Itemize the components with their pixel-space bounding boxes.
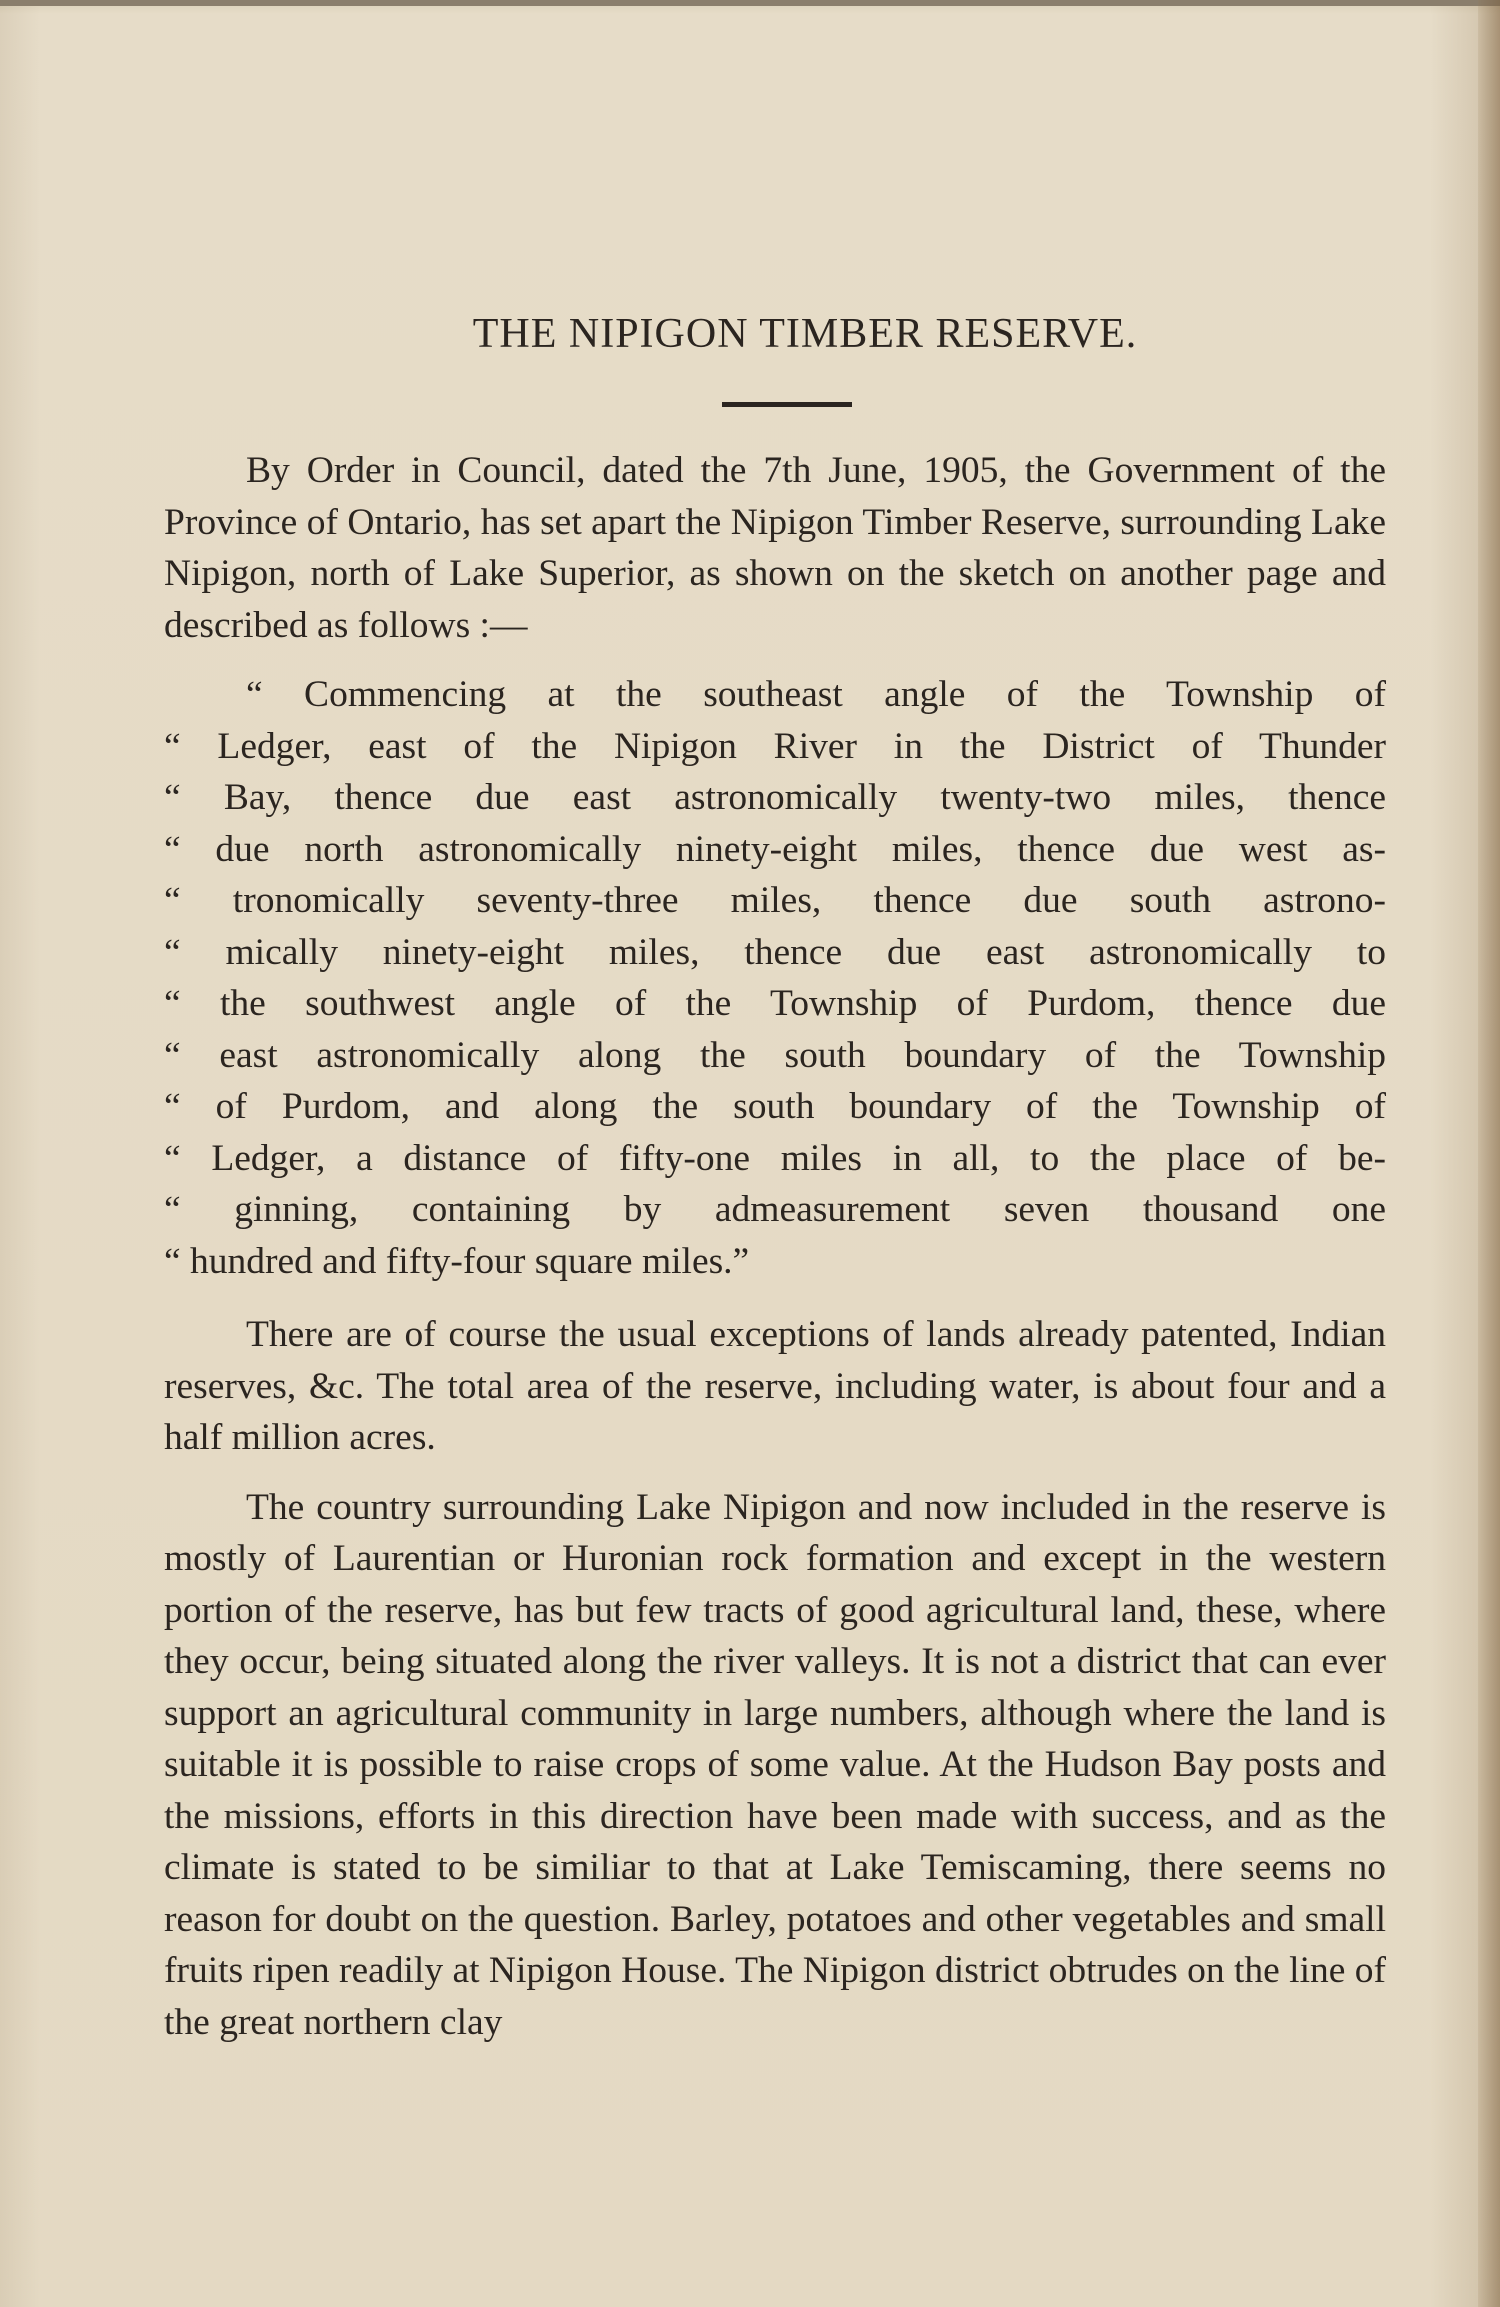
title-divider: [722, 402, 852, 407]
boundary-description-quote: [164, 669, 1386, 1287]
quote-line: “ Ledger, east of the Nipigon River in the District of Thunder: [164, 725, 1386, 767]
quote-line: “ of Purdom, and along the south boundary of the Township of: [164, 1086, 1386, 1127]
quote-line: “ the southwest angle of the Township of Purdom, thence due: [164, 983, 1386, 1024]
quote-line: “ Bay, thence due east astronomically twenty-two miles, thence: [164, 777, 1386, 818]
quote-line: “ ginning, containing by admeasurement seven thousand one: [164, 1189, 1386, 1230]
document-body: [164, 310, 1386, 2066]
intro-paragraph: By Order in Council, dated the 7th June, 1905, the Government of the Province of Ontario, has set apart the Nipigon Timber Reserve, surrounding Lake Nipigon, north of Lake Superior, as shown on the sketch on another page and described as follows :—: [164, 450, 1386, 646]
quote-line: “ Ledger, a distance of fifty-one miles in all, to the place of be-: [164, 1137, 1386, 1179]
quote-line: “ tronomically seventy-three miles, thence due south astrono-: [164, 880, 1386, 921]
quote-line: “ Commencing at the southeast angle of the Township of: [246, 674, 1386, 715]
quote-line: “ east astronomically along the south boundary of the Township: [164, 1034, 1386, 1076]
exceptions-paragraph: There are of course the usual exceptions of lands already patented, Indian reserves, &c. The total area of the reserve, including water, is about four and a half million acres.: [164, 1314, 1386, 1458]
page-binding-edge: [1478, 0, 1500, 2307]
page-title: THE NIPIGON TIMBER RESERVE.: [472, 311, 1138, 357]
page-top-border: [0, 0, 1500, 6]
quote-line: “ due north astronomically ninety-eight miles, thence due west as-: [164, 828, 1386, 870]
country-description-paragraph: The country surrounding Lake Nipigon and now included in the reserve is mostly of Laurentian or Huronian rock formation and except in the western portion of the reserve, has but few tracts of good agricultural land, these, where they occur, being situated along the river valleys. It is not a district that can ever support an agricultural community in large numbers, although where the land is suitable it is possible to raise crops of some value. At the Hudson Bay posts and the missions, efforts in this direction have been made with success, and as the climate is stated to be similiar to that at Lake Temiscaming, there seems no reason for doubt on the question. Barley, potatoes and other vegetables and small fruits ripen readily at Nipigon House. The Nipigon district obtrudes on the line of the great northern clay: [164, 1486, 1386, 2043]
quote-line: “ mically ninety-eight miles, thence due east astronomically to: [164, 931, 1386, 973]
quote-line: “ hundred and fifty-four square miles.”: [164, 1240, 750, 1282]
